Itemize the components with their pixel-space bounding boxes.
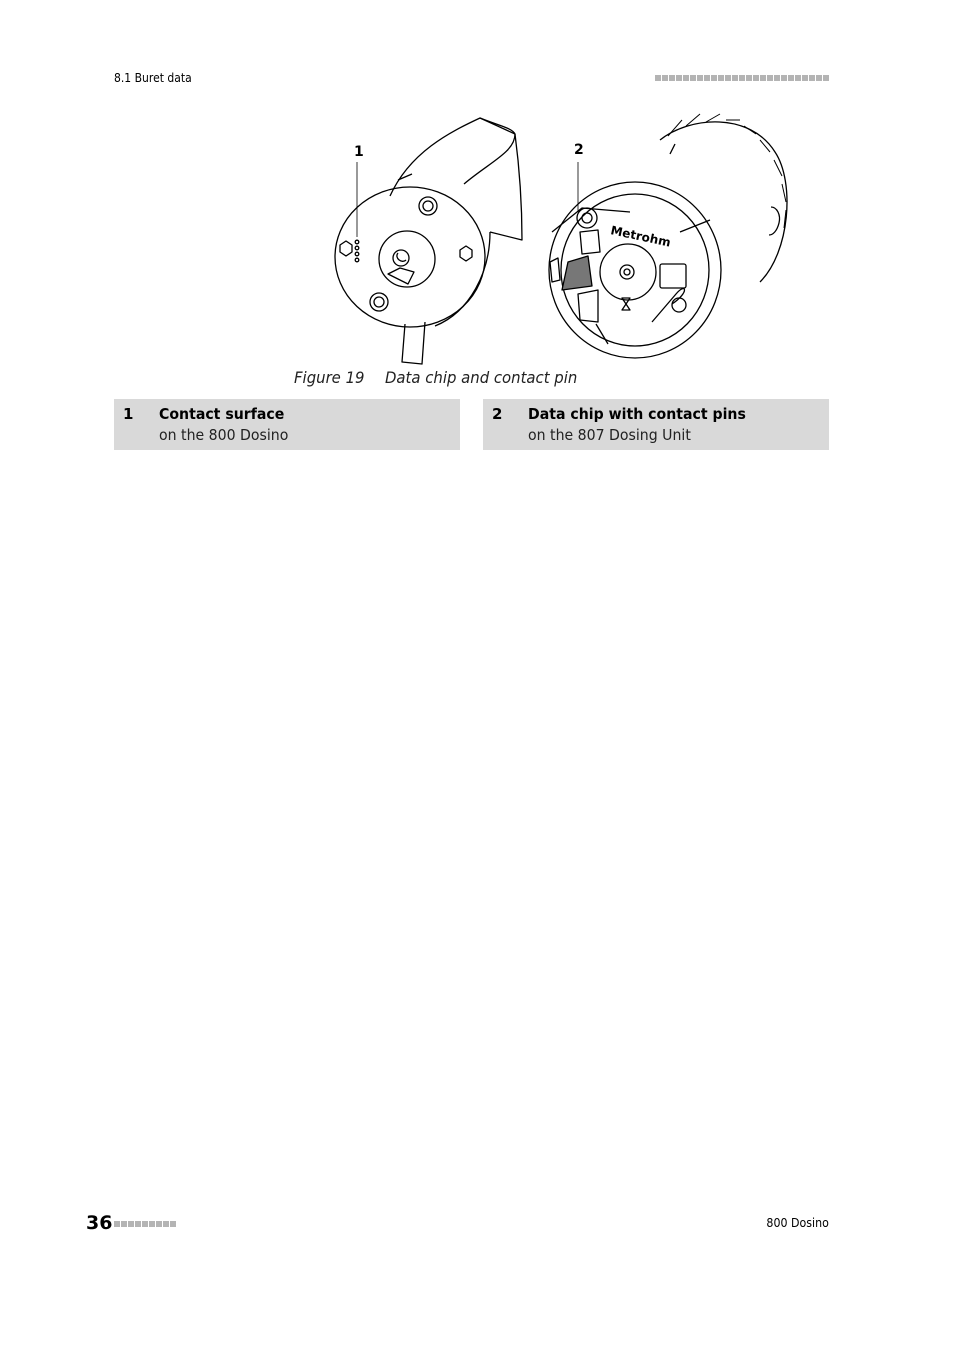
header-decoration	[655, 75, 829, 81]
legend-item-2	[483, 399, 829, 450]
metrohm-logo: Metrohm	[609, 223, 672, 250]
legend-title: Data chip with contact pins	[528, 405, 746, 423]
legend-subtitle: on the 807 Dosing Unit	[528, 426, 691, 444]
figure-caption	[294, 368, 577, 387]
legend-number: 1	[123, 405, 134, 423]
legend-title: Contact surface	[159, 405, 285, 423]
dosino-drawing	[330, 112, 800, 368]
legend-number: 2	[492, 405, 503, 423]
header-section-title: 8.1 Buret data	[114, 71, 192, 85]
footer-decoration	[114, 1221, 176, 1227]
page-number: 36	[86, 1212, 113, 1234]
callout-2: 2	[574, 142, 584, 158]
footer-product-title: 800 Dosino	[766, 1216, 829, 1230]
figure-illustration	[330, 112, 800, 368]
legend-item-1	[114, 399, 460, 450]
caption-text: Data chip and contact pin	[384, 368, 578, 387]
legend-subtitle: on the 800 Dosino	[159, 426, 289, 444]
callout-1: 1	[354, 144, 364, 160]
caption-label: Figure 19	[294, 368, 365, 387]
